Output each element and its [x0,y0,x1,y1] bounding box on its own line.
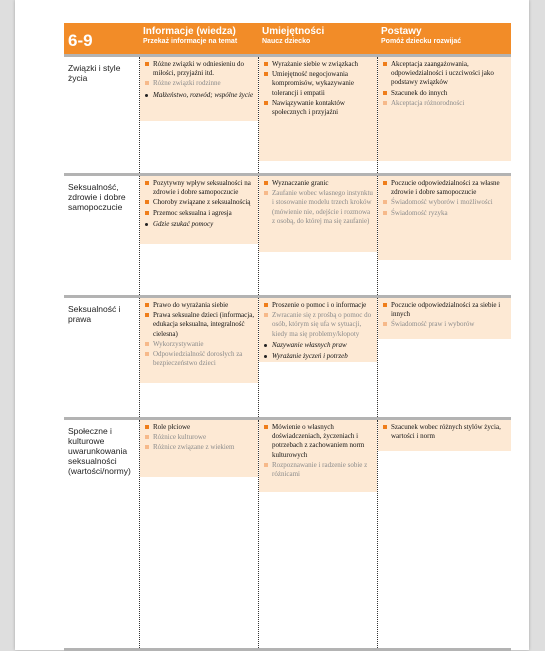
list-item [263,301,374,310]
list-item [144,79,255,88]
list-item-text: Mówienie o własnych doświadczeniach, życzeniach i potrzebach z zachowaniem norm kulturowych [272,423,365,459]
list-item [144,423,255,432]
square-bullet-icon [145,425,149,429]
list-item [144,350,255,368]
list-item [382,99,508,108]
table-cell [139,176,258,295]
list-item-text: Akceptacja różnorodności [391,98,465,107]
list-item-text: Poczucie odpowiedzialności za własne zdrowie i dobre samopoczucie [391,179,500,197]
square-bullet-icon [383,200,387,204]
square-bullet-icon [145,313,149,317]
list-item-text: Świadomość ryzyka [391,208,448,217]
row-topic: Związki i style życia [68,63,121,83]
list-item [144,311,255,339]
list-item-text: Szacunek wobec różnych stylów życia, wartości i norm [391,423,501,441]
table-cell [139,57,258,173]
header-attitudes [377,23,511,54]
list-item-text: Prawa seksualne dzieci (informacja, edukacja seksualna, integralność cielesna) [153,311,255,338]
dot-bullet-icon [264,355,267,358]
list-item-text: Prawo do wyrażania siebie [153,301,229,309]
table-cell [377,298,511,417]
list-item-text: Szacunek do innych [391,88,448,97]
dot-bullet-icon [145,94,148,97]
list-item [263,352,374,361]
list-item-text: Akceptacja zaangażowania, odpowiedzialności i uczciwości jako podstawy związków [391,60,494,87]
list-item-text: Różnice związane z wiekiem [153,443,235,452]
list-item [382,198,508,207]
square-bullet-icon [264,425,268,429]
square-bullet-icon [264,191,268,195]
square-bullet-icon [264,313,268,317]
square-bullet-icon [383,211,387,215]
square-bullet-icon [145,303,149,307]
table-cell [139,420,258,648]
table-cell [258,176,377,295]
list-item [382,179,508,197]
list-item [382,301,508,319]
square-bullet-icon [383,425,387,429]
table-cell [258,298,377,417]
header-knowledge-title: Informacje (wiedza) [143,26,236,37]
table-row [64,295,511,417]
square-bullet-icon [145,352,149,356]
table-header [64,23,511,54]
table-cell [377,176,511,295]
header-skills-subtitle: Naucz dziecko [262,38,311,45]
square-bullet-icon [264,62,268,66]
table-row [64,54,511,173]
row-topic: Społeczne i kulturowe uwarunkowania seksualności (wartości/normy) [68,426,131,476]
list-item-text: Przemoc seksualna i agresja [153,208,232,217]
list-item-text: Gdzie szukać pomocy [153,219,214,228]
square-bullet-icon [264,72,268,76]
square-bullet-icon [383,91,387,95]
list-item-text: Wyznaczanie granic [272,179,329,187]
list-item-text: Różne związki rodzinne [153,79,221,88]
list-item [382,423,508,441]
square-bullet-icon [145,211,149,215]
list-item [144,198,255,207]
header-attitudes-title: Postawy [381,26,422,37]
square-bullet-icon [264,303,268,307]
list-item-text: Wyrażanie życzeń i potrzeb [272,352,348,361]
table-body [64,54,511,648]
list-item-text: Rozpoznawanie i radzenie sobie z różnicami [272,460,368,479]
list-item-text: Zaufanie wobec własnego instynktu i stosowanie modelu trzech kroków (mówienie nie, odejście i rozmowa z osobą, do której ma się zaufanie) [272,189,373,225]
list-item [382,60,508,88]
square-bullet-icon [145,81,149,85]
header-skills [258,23,377,54]
square-bullet-icon [264,101,268,105]
list-item-text: Odpowiedzialność dorosłych za bezpieczeństwo dzieci [153,350,243,368]
list-item-text: Nazywanie własnych praw [272,340,347,349]
header-skills-title: Umiejętności [262,26,325,37]
list-item-text: Role płciowe [153,423,191,431]
document-page [15,0,529,650]
table-cell [258,420,377,648]
header-attitudes-subtitle: Pomóż dziecku rozwijać [381,38,462,45]
dot-bullet-icon [264,344,267,347]
list-item-text: Małżeństwo, rozwód; wspólne życie [153,90,254,99]
list-item [144,220,255,229]
list-item [263,179,374,188]
list-item [263,60,374,69]
header-knowledge-subtitle: Przekaż informacje na temat [143,38,238,45]
dot-bullet-icon [145,223,148,226]
list-item-text: Wyrażanie siebie w związkach [272,60,359,68]
square-bullet-icon [383,181,387,185]
list-item [382,89,508,98]
list-item-text: Choroby związane z seksualnością [153,198,251,207]
header-knowledge [139,23,258,54]
list-item-text: Proszenie o pomoc i o informacje [272,301,367,309]
square-bullet-icon [145,445,149,449]
age-group-label: 6-9 [68,31,93,50]
square-bullet-icon [264,181,268,185]
list-item [382,320,508,329]
square-bullet-icon [145,200,149,204]
square-bullet-icon [383,101,387,105]
square-bullet-icon [145,62,149,66]
list-item-text: Wykorzystywanie [153,339,204,348]
list-item-text: Nawiązywanie kontaktów społecznych i przyjaźni [272,98,345,117]
table-row [64,417,511,648]
list-item-text: Świadomość wyborów i możliwości [391,198,493,207]
table-cell [377,57,511,173]
table-cell [377,420,511,648]
list-item-text: Różne związki w odniesieniu do miłości, przyjaźni itd. [153,60,244,78]
list-item [144,179,255,197]
square-bullet-icon [383,62,387,66]
list-item-text: Zwracanie się z prośbą o pomoc do osób, którym się ufa w sytuacji, kiedy ma się problemy/kłopoty [272,311,372,338]
list-item [144,209,255,218]
list-item [144,433,255,442]
list-item [263,461,374,479]
row-topic: Seksualność, zdrowie i dobre samopoczucie [68,182,126,212]
list-item [144,60,255,78]
square-bullet-icon [383,322,387,326]
list-item [263,311,374,339]
square-bullet-icon [264,463,268,467]
list-item [382,209,508,218]
list-item [144,301,255,310]
list-item [263,99,374,117]
list-item-text: Różnice kulturowe [153,433,207,442]
list-item [144,443,255,452]
table-cell [258,57,377,173]
row-topic: Seksualność i prawa [68,304,121,324]
list-item [144,340,255,349]
list-item [144,91,255,100]
square-bullet-icon [145,342,149,346]
list-item [263,341,374,350]
square-bullet-icon [145,435,149,439]
list-item-text: Świadomość praw i wyborów [391,320,475,329]
table-row [64,173,511,295]
list-item-text: Pozytywny wpływ seksualności na zdrowie i dobre samopoczucie [153,179,251,197]
list-item-text: Umiejętność negocjowania kompromisów, wykazywanie tolerancji i empatii [272,70,354,97]
list-item [263,189,374,226]
list-item-text: Poczucie odpowiedzialności za siebie i innych [391,301,501,319]
table-cell [139,298,258,417]
square-bullet-icon [383,303,387,307]
list-item [263,70,374,98]
square-bullet-icon [145,181,149,185]
curriculum-table [64,23,511,651]
list-item [263,423,374,460]
